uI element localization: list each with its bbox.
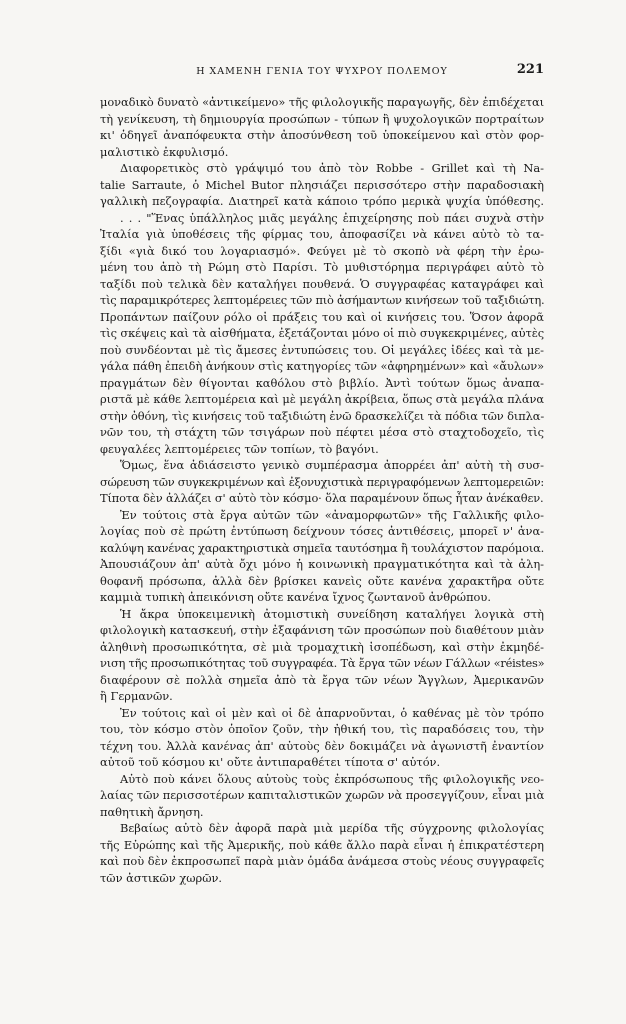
text-line: Ἀπουσιάζουν ἀπ' αὐτὰ ὄχι μόνο ἡ κοινωνικὴ πραγματικότητα καὶ τὰ ἀλη- bbox=[100, 557, 544, 571]
text-line: πραγμάτων δὲν θίγονται καθόλου στὸ βιβλίο. Ἀντὶ τούτων ὅμως ἀναπα- bbox=[100, 375, 544, 390]
text-line: Ὅμως, ἕνα ἀδιάσειστο γενικὸ συμπέρασμα ἀπορρέει ἀπ' αὐτὴ τὴ συσ- bbox=[120, 458, 544, 472]
text-line: Ἐν τούτοις στὰ ἔργα αὐτῶν τῶν «ἀναμορφωτῶν» τῆς Γαλλικῆς φιλο- bbox=[120, 507, 544, 522]
text-line: αὐτοῦ τοῦ κόσμου κι' οὔτε ἀντιπαραθέτει τίποτα σ' αὐτόν. bbox=[100, 755, 441, 769]
text-line: κι' ὁδηγεῖ ἀναπόφευκτα στὴν ἀποσύνθεση τοῦ ὑποκείμενου καὶ στὸν φορ- bbox=[100, 128, 544, 142]
text-line: καὶ ποὺ δὲν ἐκπροσωπεῖ παρὰ μιὰν ὁμάδα ἀνάμεσα στοὺς νέους συγγραφεῖς bbox=[100, 854, 545, 868]
text-line: γάλα πάθη ἐπειδὴ ἀνήκουν στὶς κατηγορίες τῶν «ἀφηρημένων» καὶ «ἄυλων» bbox=[100, 359, 544, 373]
text-line: λογίας ποὺ σὲ πρώτη ἐντύπωση δείχνουν τόσες ἀντιθέσεις, μπορεῖ ν' ἀνα- bbox=[100, 524, 544, 538]
text-line: μαλιστικὸ ἐκφυλισμό. bbox=[100, 144, 229, 159]
text-line: ξίδι «γιὰ δικό του λογαριασμό». Φεύγει μὲ τὸ σκοπὸ νὰ φέρη τὴν ἐρω- bbox=[100, 243, 544, 258]
text-line: σώρευση τῶν συγκεκριμένων καὶ ἐξονυχιστικὰ περιγραφόμενων λεπτομερειῶν: bbox=[100, 474, 544, 489]
text-line: καμμιὰ τυπικὴ ἀπεικόνιση οὔτε κανένα ἴχνος ζωντανοῦ ἀνθρώπου. bbox=[100, 590, 491, 604]
text-line: διαφέρουν σὲ πολλὰ σημεῖα ἀπὸ τὰ ἔργα τῶν νέων Ἄγγλων, Ἀμερικανῶν bbox=[100, 672, 544, 687]
text-line: ταξίδι ποὺ τελικὰ δὲν καταλήγει πουθενά. Ὁ συγγραφέας καταγράφει καὶ bbox=[100, 276, 544, 291]
text-line: Αὐτὸ ποὺ κάνει ὅλους αὐτοὺς τοὺς ἐκπρόσωπους τῆς φιλολογικῆς νεο- bbox=[120, 771, 544, 786]
text-line: τέχνη του. Ἀλλὰ κανένας ἀπ' αὐτοὺς δὲν δοκιμάζει νὰ ἀγωνιστῆ ἐναντίον bbox=[100, 738, 544, 753]
text-line: μοναδικὸ δυνατὸ «ἀντικείμενο» τῆς φιλολογικῆς παραγωγῆς, δὲν ἐπιδέχεται bbox=[100, 95, 544, 109]
page-header bbox=[100, 62, 544, 82]
text-line: λαίας τῶν περισσοτέρων καπιταλιστικῶν χωρῶν νὰ προσεγγίζουν, εἶναι μιὰ bbox=[100, 788, 545, 802]
body-text bbox=[100, 94, 544, 886]
page-number: 221 bbox=[516, 62, 544, 77]
text-line: τῶν ἀστικῶν χωρῶν. bbox=[100, 870, 223, 885]
text-line: Βεβαίως αὐτὸ δὲν ἀφορᾶ παρὰ μιὰ μερίδα τῆς σύγχρονης φιλολογίας bbox=[120, 821, 544, 835]
text-line: γαλλικὴ πεζογραφία. Διατηρεῖ κατὰ κάποιο τρόπο μερικὰ ψυχία ὑπόθεσης. bbox=[100, 194, 544, 208]
text-line: φευγαλέες λεπτομέρειες τῶν τοπίων, τὸ βαγόνι. bbox=[100, 441, 379, 456]
text-line: ἀληθινὴ προσωπικότητα, σὲ μιὰ τρομαχτικὴ ἰσοπέδωση, καὶ στὴν ἐκμηδέ- bbox=[100, 639, 544, 654]
text-line: ἢ Γερμανῶν. bbox=[100, 689, 173, 703]
text-line: talie Sarraute, ὁ Michel Butor πλησιάζει περισσότερο στὴν παραδοσιακὴ bbox=[100, 177, 544, 192]
text-line: παθητικὴ ἄρνηση. bbox=[100, 804, 204, 819]
text-line: φιλολογικὴ κατασκευή, στὴν ἐξαφάνιση τῶν προσώπων ποὺ διαθέτουν μιὰν bbox=[100, 623, 544, 637]
text-line: μένη του ἀπὸ τὴ Ρώμη στὸ Παρίσι. Τὸ μυθιστόρημα περιγράφει αὐτὸ τὸ bbox=[100, 260, 544, 274]
text-line: νῶν του, τὴ στάχτη τῶν τσιγάρων ποὺ πέφτει μέσα στὸ σταχτοδοχεῖο, τὶς bbox=[100, 425, 544, 439]
text-line: . . . "Ἕνας ὑπάλληλος μιᾶς μεγάλης ἐπιχείρησης ποὺ πάει συχνὰ στὴν bbox=[120, 210, 544, 225]
text-line: καλύψη κανένας χαρακτηριστικὰ σημεῖα ταυτόσημα ἢ τουλάχιστον παρόμοια. bbox=[100, 540, 545, 555]
text-line: τὶς παραμικρότερες λεπτομέρειες τῶν πιὸ ἀσήμαντων κινήσεων τοῦ ταξιδιώτη. bbox=[100, 293, 545, 307]
text-line: Προπάντων παίζουν ρόλο οἱ πράξεις του καὶ οἱ κινήσεις του. Ὅσον ἀφορᾶ bbox=[100, 309, 544, 324]
text-line: Ἰταλία γιὰ ὑποθέσεις τῆς φίρμας του, ἀποφασίζει νὰ κάνει αὐτὸ τὸ τα- bbox=[100, 227, 544, 241]
text-line: νιση τῆς προσωπικότητας τοῦ συγγραφέα. Τὰ ἔργα τῶν νέων Γάλλων «réistes» bbox=[100, 656, 545, 670]
text-line: Διαφορετικὸς στὸ γράψιμό του ἀπὸ τὸν Robbe - Grillet καὶ τὴ Na- bbox=[120, 161, 544, 175]
text-line: Ἐν τούτοις καὶ οἱ μὲν καὶ οἱ δὲ ἀπαρνοῦνται, ὁ καθένας μὲ τὸν τρόπο bbox=[120, 705, 544, 720]
text-line: στὴν ὀθόνη, τὶς κινήσεις τοῦ ταξιδιώτη ἐνῶ δρασκελίζει τὰ πόδια τῶν διπλα- bbox=[100, 408, 545, 423]
text-line: ριστᾶ μὲ κάθε λεπτομέρεια καὶ μὲ μεγάλη ἀκρίβεια, ὅπως στὰ μεγάλα πλάνα bbox=[100, 392, 545, 406]
text-line: τῆς Εὐρώπης καὶ τῆς Ἀμερικῆς, ποὺ κάθε ἄλλο παρὰ εἶναι ἡ ἐπικρατέστερη bbox=[100, 837, 544, 852]
text-line: θοφανῆ πρόσωπα, ἀλλὰ δὲν βρίσκει κανεὶς οὔτε κανένα χαρακτῆρα οὔτε bbox=[100, 573, 544, 588]
text-line: τὶς σκέψεις καὶ τὰ αἰσθήματα, ἐξετάζονται μόνο οἱ πιὸ συγκεκριμένες, αὐτὲς bbox=[100, 326, 544, 340]
text-line: ποὺ συνδέονται μὲ τὶς ἄμεσες ἐντυπώσεις του. Οἱ μεγάλες ἰδέες καὶ τὰ με- bbox=[100, 342, 544, 357]
text-line: του, τὸν κόσμο στὸν ὁποῖον ζοῦν, τὴν ἠθική του, τὶς παραδόσεις του, τὴν bbox=[100, 722, 544, 736]
text-line: Ἡ ἄκρα ὑποκειμενικὴ ἀτομιστικὴ συνείδηση καταλήγει λογικὰ στὴ bbox=[120, 606, 544, 621]
text-line: Τίποτα δὲν ἀλλάζει σ' αὐτὸ τὸν κόσμο· ὅλα παραμένουν ὅπως ἦταν ἀνέκαθεν. bbox=[100, 491, 544, 505]
text-line: τὴ γενίκευση, τὴ δημιουργία προσώπων - τύπων ἢ ψυχολογικῶν πορτραίτων bbox=[100, 111, 544, 126]
running-head: Η ΧΑΜΕΝΗ ΓΕΝΙΑ ΤΟΥ ΨΥΧΡΟΥ ΠΟΛΕΜΟΥ bbox=[196, 66, 448, 77]
